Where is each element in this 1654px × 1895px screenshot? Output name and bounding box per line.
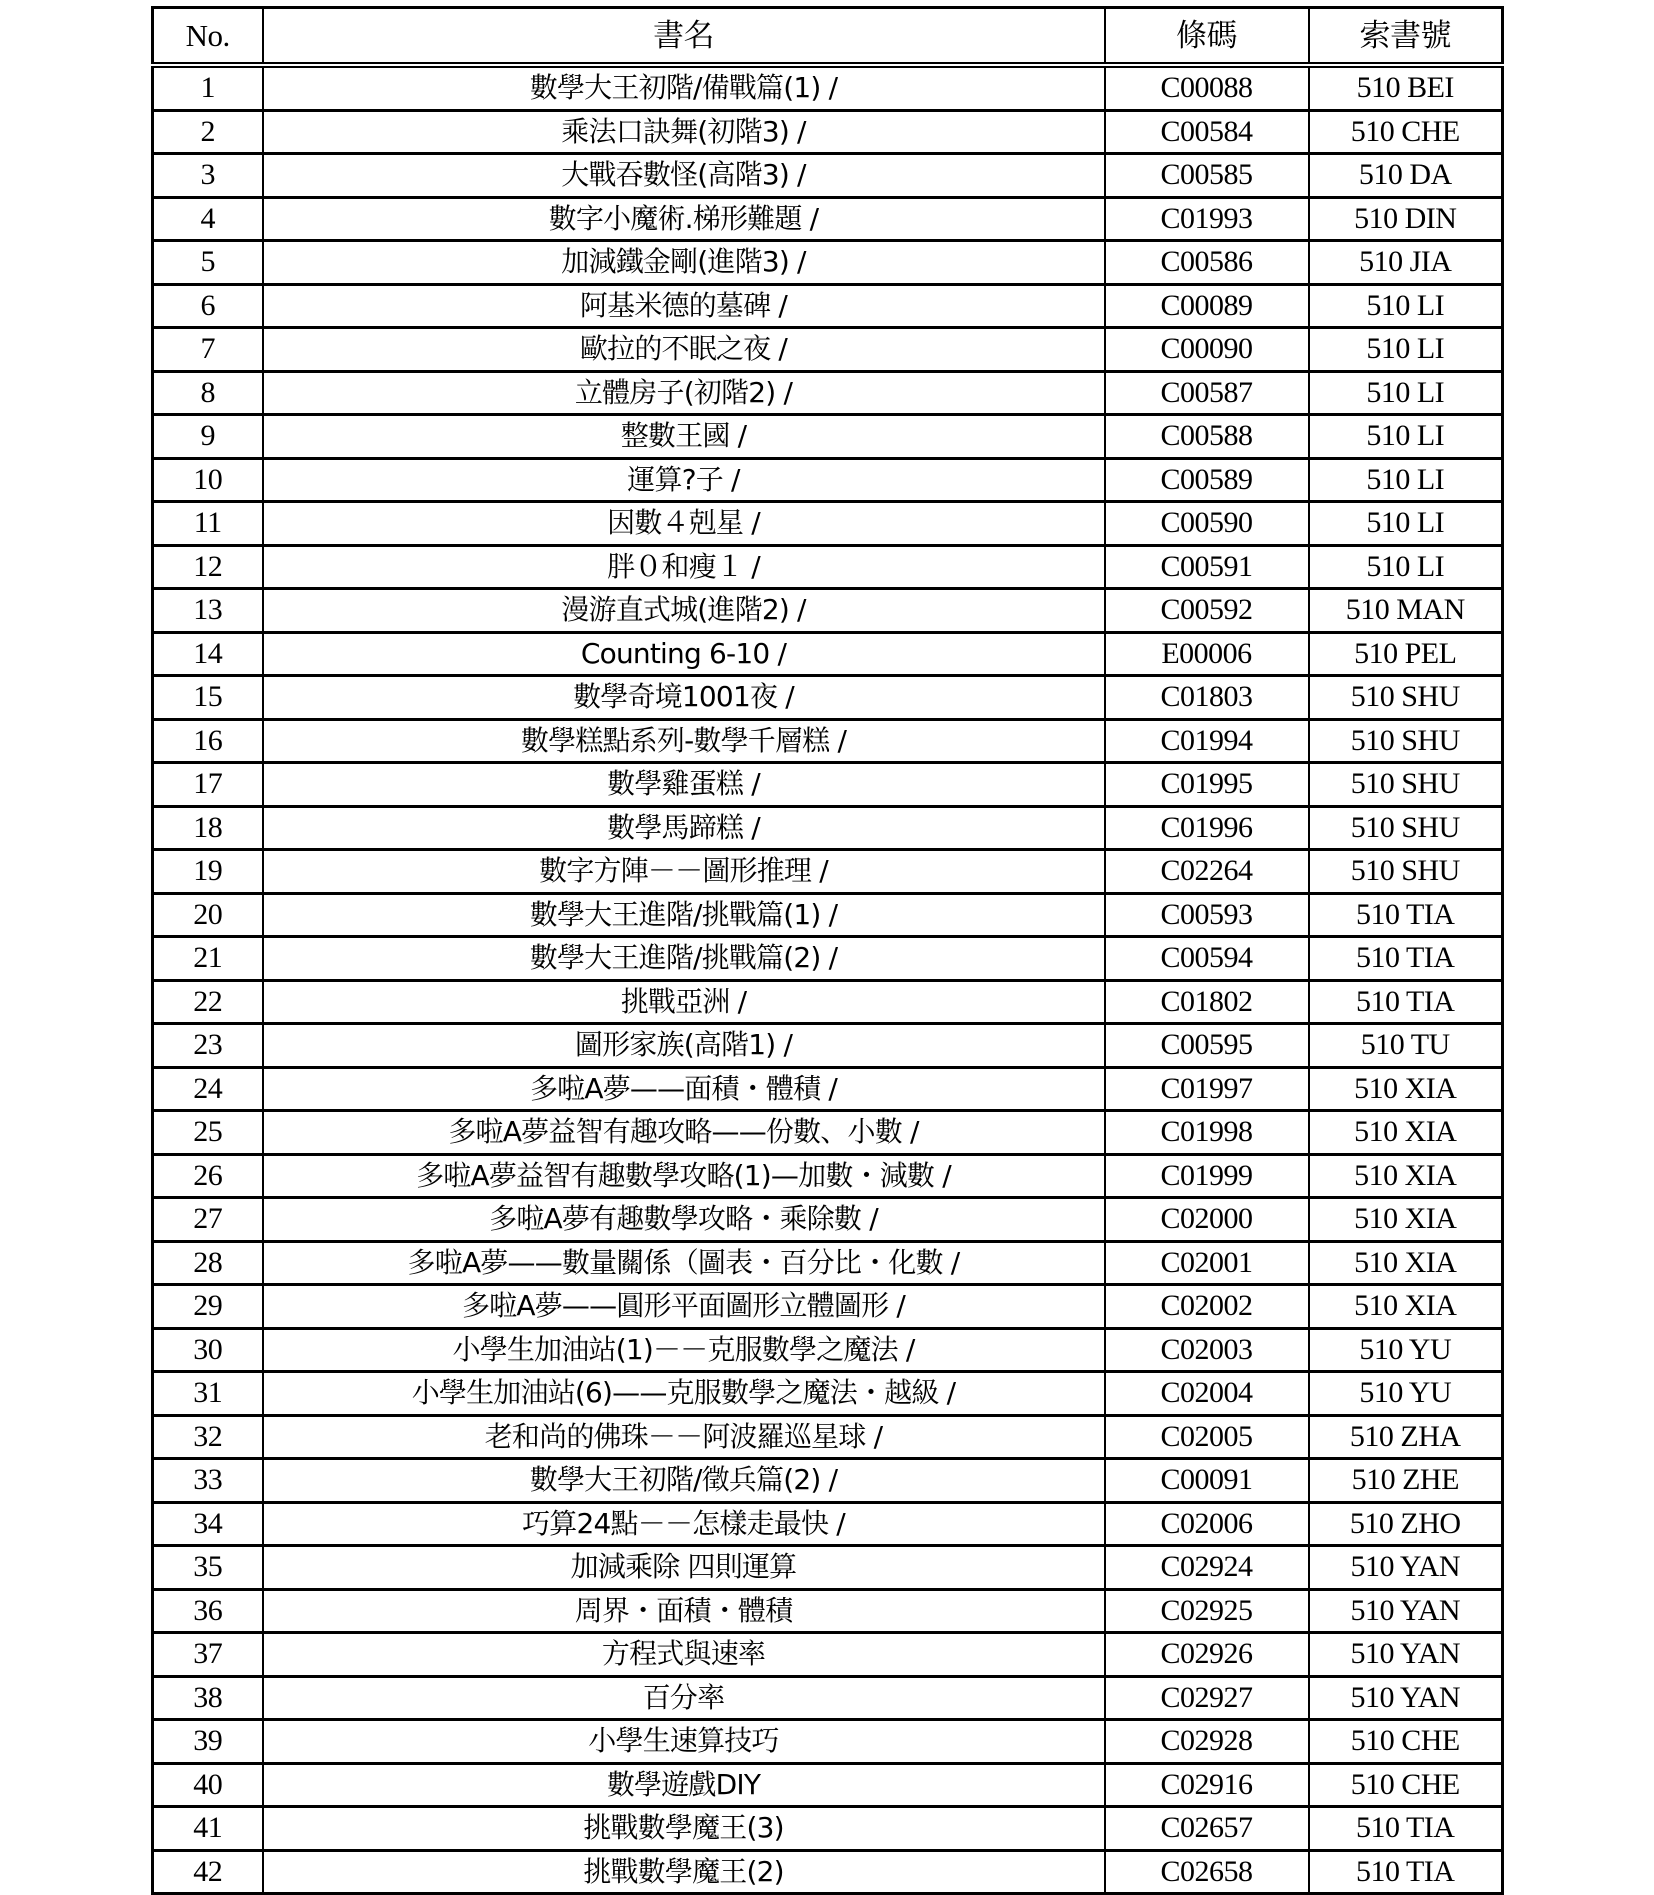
cell-title: 立體房子(初階2) / bbox=[263, 371, 1105, 415]
cell-no: 29 bbox=[153, 1285, 263, 1329]
cell-barcode: C02264 bbox=[1105, 850, 1309, 894]
cell-call-number: 510 LI bbox=[1309, 458, 1503, 502]
cell-title: 阿基米德的墓碑 / bbox=[263, 284, 1105, 328]
cell-no: 14 bbox=[153, 632, 263, 676]
cell-call-number: 510 XIA bbox=[1309, 1154, 1503, 1198]
cell-title: 巧算24點－－怎樣走最快 / bbox=[263, 1502, 1105, 1546]
table-row bbox=[153, 1024, 1503, 1068]
cell-no: 21 bbox=[153, 937, 263, 981]
cell-call-number: 510 LI bbox=[1309, 371, 1503, 415]
cell-barcode: C02003 bbox=[1105, 1328, 1309, 1372]
table-row bbox=[153, 284, 1503, 328]
cell-no: 28 bbox=[153, 1241, 263, 1285]
book-list-table bbox=[151, 6, 1504, 1895]
cell-no: 24 bbox=[153, 1067, 263, 1111]
cell-title: 漫游直式城(進階2) / bbox=[263, 589, 1105, 633]
cell-call-number: 510 SHU bbox=[1309, 850, 1503, 894]
cell-call-number: 510 TIA bbox=[1309, 893, 1503, 937]
cell-title: 小學生加油站(6)——克服數學之魔法・越級 / bbox=[263, 1372, 1105, 1416]
cell-title: 多啦A夢——面積・體積 / bbox=[263, 1067, 1105, 1111]
cell-title: 挑戰亞洲 / bbox=[263, 980, 1105, 1024]
table-row bbox=[153, 719, 1503, 763]
cell-barcode: C02004 bbox=[1105, 1372, 1309, 1416]
cell-call-number: 510 YAN bbox=[1309, 1589, 1503, 1633]
cell-barcode: C01998 bbox=[1105, 1111, 1309, 1155]
table-header-row bbox=[153, 8, 1503, 66]
cell-barcode: C00088 bbox=[1105, 65, 1309, 110]
table-row bbox=[153, 1241, 1503, 1285]
cell-title: 胖０和瘦１ / bbox=[263, 545, 1105, 589]
cell-title: 大戰吞數怪(高階3) / bbox=[263, 154, 1105, 198]
cell-call-number: 510 TIA bbox=[1309, 937, 1503, 981]
cell-no: 33 bbox=[153, 1459, 263, 1503]
cell-no: 1 bbox=[153, 65, 263, 110]
cell-barcode: C02926 bbox=[1105, 1633, 1309, 1677]
cell-call-number: 510 XIA bbox=[1309, 1067, 1503, 1111]
cell-no: 38 bbox=[153, 1676, 263, 1720]
cell-call-number: 510 SHU bbox=[1309, 763, 1503, 807]
cell-barcode: C00586 bbox=[1105, 241, 1309, 285]
table-row bbox=[153, 1111, 1503, 1155]
cell-title: 運算?子 / bbox=[263, 458, 1105, 502]
cell-no: 8 bbox=[153, 371, 263, 415]
cell-no: 2 bbox=[153, 110, 263, 154]
cell-call-number: 510 SHU bbox=[1309, 719, 1503, 763]
cell-title: 周界・面積・體積 bbox=[263, 1589, 1105, 1633]
cell-call-number: 510 DA bbox=[1309, 154, 1503, 198]
cell-no: 19 bbox=[153, 850, 263, 894]
cell-title: 多啦A夢益智有趣數學攻略(1)—加數・減數 / bbox=[263, 1154, 1105, 1198]
cell-title: 數學大王進階/挑戰篇(1) / bbox=[263, 893, 1105, 937]
cell-call-number: 510 ZHA bbox=[1309, 1415, 1503, 1459]
table-row bbox=[153, 458, 1503, 502]
cell-barcode: C00591 bbox=[1105, 545, 1309, 589]
cell-title: 數字小魔術.梯形難題 / bbox=[263, 197, 1105, 241]
table-row bbox=[153, 371, 1503, 415]
cell-title: 數學大王初階/徵兵篇(2) / bbox=[263, 1459, 1105, 1503]
cell-title: 數學雞蛋糕 / bbox=[263, 763, 1105, 807]
cell-barcode: C00091 bbox=[1105, 1459, 1309, 1503]
table-row bbox=[153, 589, 1503, 633]
cell-call-number: 510 DIN bbox=[1309, 197, 1503, 241]
cell-call-number: 510 CHE bbox=[1309, 1720, 1503, 1764]
cell-title: 數字方陣－－圖形推理 / bbox=[263, 850, 1105, 894]
cell-barcode: C00587 bbox=[1105, 371, 1309, 415]
cell-call-number: 510 BEI bbox=[1309, 65, 1503, 110]
cell-barcode: C01803 bbox=[1105, 676, 1309, 720]
table-row bbox=[153, 1633, 1503, 1677]
cell-title: 多啦A夢——數量關係（圖表・百分比・化數 / bbox=[263, 1241, 1105, 1285]
cell-call-number: 510 XIA bbox=[1309, 1198, 1503, 1242]
table-row bbox=[153, 980, 1503, 1024]
cell-no: 10 bbox=[153, 458, 263, 502]
cell-call-number: 510 XIA bbox=[1309, 1111, 1503, 1155]
cell-barcode: C02002 bbox=[1105, 1285, 1309, 1329]
cell-call-number: 510 SHU bbox=[1309, 806, 1503, 850]
cell-barcode: C02924 bbox=[1105, 1546, 1309, 1590]
cell-title: 多啦A夢——圓形平面圖形立體圖形 / bbox=[263, 1285, 1105, 1329]
cell-barcode: C02005 bbox=[1105, 1415, 1309, 1459]
cell-title: 數學馬蹄糕 / bbox=[263, 806, 1105, 850]
cell-barcode: C01802 bbox=[1105, 980, 1309, 1024]
table-row bbox=[153, 893, 1503, 937]
table-body bbox=[153, 65, 1503, 1894]
cell-title: 多啦A夢益智有趣攻略——份數、小數 / bbox=[263, 1111, 1105, 1155]
cell-no: 16 bbox=[153, 719, 263, 763]
cell-no: 27 bbox=[153, 1198, 263, 1242]
cell-no: 22 bbox=[153, 980, 263, 1024]
cell-barcode: C01993 bbox=[1105, 197, 1309, 241]
cell-title: 加減乘除 四則運算 bbox=[263, 1546, 1105, 1590]
cell-call-number: 510 LI bbox=[1309, 328, 1503, 372]
cell-barcode: C00594 bbox=[1105, 937, 1309, 981]
cell-title: 挑戰數學魔王(3) bbox=[263, 1807, 1105, 1851]
header-barcode: 條碼 bbox=[1105, 8, 1309, 66]
table-row bbox=[153, 1154, 1503, 1198]
table-row bbox=[153, 197, 1503, 241]
cell-barcode: C00584 bbox=[1105, 110, 1309, 154]
table-row bbox=[153, 1372, 1503, 1416]
cell-call-number: 510 XIA bbox=[1309, 1285, 1503, 1329]
cell-no: 37 bbox=[153, 1633, 263, 1677]
cell-barcode: C01995 bbox=[1105, 763, 1309, 807]
cell-barcode: C02001 bbox=[1105, 1241, 1309, 1285]
table-row bbox=[153, 1850, 1503, 1894]
cell-call-number: 510 ZHO bbox=[1309, 1502, 1503, 1546]
table-row bbox=[153, 1763, 1503, 1807]
cell-title: 加減鐵金剛(進階3) / bbox=[263, 241, 1105, 285]
cell-call-number: 510 YAN bbox=[1309, 1676, 1503, 1720]
cell-barcode: C00089 bbox=[1105, 284, 1309, 328]
cell-call-number: 510 YAN bbox=[1309, 1633, 1503, 1677]
cell-no: 7 bbox=[153, 328, 263, 372]
header-call-number: 索書號 bbox=[1309, 8, 1503, 66]
cell-title: 歐拉的不眠之夜 / bbox=[263, 328, 1105, 372]
cell-barcode: C00593 bbox=[1105, 893, 1309, 937]
cell-barcode: C02916 bbox=[1105, 1763, 1309, 1807]
cell-call-number: 510 CHE bbox=[1309, 1763, 1503, 1807]
header-no: No. bbox=[153, 8, 263, 66]
cell-call-number: 510 JIA bbox=[1309, 241, 1503, 285]
cell-title: 百分率 bbox=[263, 1676, 1105, 1720]
table-row bbox=[153, 1415, 1503, 1459]
table-row bbox=[153, 806, 1503, 850]
cell-call-number: 510 LI bbox=[1309, 502, 1503, 546]
cell-call-number: 510 LI bbox=[1309, 284, 1503, 328]
table-row bbox=[153, 1676, 1503, 1720]
table-row bbox=[153, 632, 1503, 676]
table-row bbox=[153, 328, 1503, 372]
cell-no: 6 bbox=[153, 284, 263, 328]
cell-barcode: C00592 bbox=[1105, 589, 1309, 633]
cell-no: 3 bbox=[153, 154, 263, 198]
cell-no: 17 bbox=[153, 763, 263, 807]
table-row bbox=[153, 1285, 1503, 1329]
header-title: 書名 bbox=[263, 8, 1105, 66]
table-row bbox=[153, 502, 1503, 546]
table-row bbox=[153, 1328, 1503, 1372]
cell-title: 數學遊戲DIY bbox=[263, 1763, 1105, 1807]
cell-no: 34 bbox=[153, 1502, 263, 1546]
cell-no: 31 bbox=[153, 1372, 263, 1416]
cell-title: 數學大王初階/備戰篇(1) / bbox=[263, 65, 1105, 110]
cell-no: 35 bbox=[153, 1546, 263, 1590]
cell-no: 4 bbox=[153, 197, 263, 241]
cell-call-number: 510 XIA bbox=[1309, 1241, 1503, 1285]
cell-no: 41 bbox=[153, 1807, 263, 1851]
cell-barcode: C01996 bbox=[1105, 806, 1309, 850]
cell-no: 9 bbox=[153, 415, 263, 459]
cell-barcode: C02927 bbox=[1105, 1676, 1309, 1720]
cell-barcode: C01999 bbox=[1105, 1154, 1309, 1198]
cell-call-number: 510 YU bbox=[1309, 1372, 1503, 1416]
cell-call-number: 510 SHU bbox=[1309, 676, 1503, 720]
cell-title: 圖形家族(高階1) / bbox=[263, 1024, 1105, 1068]
cell-no: 39 bbox=[153, 1720, 263, 1764]
cell-no: 40 bbox=[153, 1763, 263, 1807]
table-row bbox=[153, 1459, 1503, 1503]
cell-barcode: C02925 bbox=[1105, 1589, 1309, 1633]
cell-no: 5 bbox=[153, 241, 263, 285]
cell-call-number: 510 LI bbox=[1309, 545, 1503, 589]
table-row bbox=[153, 545, 1503, 589]
cell-no: 30 bbox=[153, 1328, 263, 1372]
cell-title: 挑戰數學魔王(2) bbox=[263, 1850, 1105, 1894]
cell-call-number: 510 TIA bbox=[1309, 980, 1503, 1024]
cell-title: 數學大王進階/挑戰篇(2) / bbox=[263, 937, 1105, 981]
table-row bbox=[153, 110, 1503, 154]
cell-call-number: 510 CHE bbox=[1309, 110, 1503, 154]
cell-call-number: 510 ZHE bbox=[1309, 1459, 1503, 1503]
table-row bbox=[153, 1589, 1503, 1633]
cell-call-number: 510 LI bbox=[1309, 415, 1503, 459]
cell-no: 18 bbox=[153, 806, 263, 850]
cell-no: 23 bbox=[153, 1024, 263, 1068]
cell-call-number: 510 MAN bbox=[1309, 589, 1503, 633]
cell-no: 26 bbox=[153, 1154, 263, 1198]
cell-barcode: C02658 bbox=[1105, 1850, 1309, 1894]
table-row bbox=[153, 241, 1503, 285]
table-row bbox=[153, 1807, 1503, 1851]
cell-no: 25 bbox=[153, 1111, 263, 1155]
table-row bbox=[153, 763, 1503, 807]
cell-barcode: C02006 bbox=[1105, 1502, 1309, 1546]
cell-call-number: 510 TIA bbox=[1309, 1807, 1503, 1851]
table-row bbox=[153, 1546, 1503, 1590]
table-row bbox=[153, 1067, 1503, 1111]
cell-barcode: C00585 bbox=[1105, 154, 1309, 198]
cell-barcode: C00090 bbox=[1105, 328, 1309, 372]
cell-title: 多啦A夢有趣數學攻略・乘除數 / bbox=[263, 1198, 1105, 1242]
cell-no: 13 bbox=[153, 589, 263, 633]
cell-no: 42 bbox=[153, 1850, 263, 1894]
table-row bbox=[153, 676, 1503, 720]
cell-title: 因數４剋星 / bbox=[263, 502, 1105, 546]
cell-barcode: C01994 bbox=[1105, 719, 1309, 763]
cell-no: 11 bbox=[153, 502, 263, 546]
cell-no: 20 bbox=[153, 893, 263, 937]
cell-no: 32 bbox=[153, 1415, 263, 1459]
cell-title: Counting 6-10 / bbox=[263, 632, 1105, 676]
cell-barcode: C00588 bbox=[1105, 415, 1309, 459]
cell-title: 老和尚的佛珠－－阿波羅巡星球 / bbox=[263, 1415, 1105, 1459]
table-row bbox=[153, 154, 1503, 198]
cell-barcode: E00006 bbox=[1105, 632, 1309, 676]
cell-no: 12 bbox=[153, 545, 263, 589]
table-row bbox=[153, 1198, 1503, 1242]
cell-barcode: C02000 bbox=[1105, 1198, 1309, 1242]
cell-barcode: C02928 bbox=[1105, 1720, 1309, 1764]
cell-barcode: C00590 bbox=[1105, 502, 1309, 546]
table-row bbox=[153, 937, 1503, 981]
cell-title: 方程式與速率 bbox=[263, 1633, 1105, 1677]
cell-title: 數學奇境1001夜 / bbox=[263, 676, 1105, 720]
cell-title: 小學生加油站(1)－－克服數學之魔法 / bbox=[263, 1328, 1105, 1372]
book-list-sheet bbox=[151, 6, 1501, 1895]
table-row bbox=[153, 415, 1503, 459]
cell-call-number: 510 TIA bbox=[1309, 1850, 1503, 1894]
cell-barcode: C02657 bbox=[1105, 1807, 1309, 1851]
cell-title: 小學生速算技巧 bbox=[263, 1720, 1105, 1764]
cell-barcode: C01997 bbox=[1105, 1067, 1309, 1111]
table-row bbox=[153, 65, 1503, 110]
table-row bbox=[153, 1720, 1503, 1764]
cell-call-number: 510 PEL bbox=[1309, 632, 1503, 676]
cell-call-number: 510 YAN bbox=[1309, 1546, 1503, 1590]
cell-title: 整數王國 / bbox=[263, 415, 1105, 459]
cell-no: 15 bbox=[153, 676, 263, 720]
cell-call-number: 510 TU bbox=[1309, 1024, 1503, 1068]
cell-title: 數學糕點系列-數學千層糕 / bbox=[263, 719, 1105, 763]
cell-call-number: 510 YU bbox=[1309, 1328, 1503, 1372]
cell-title: 乘法口訣舞(初階3) / bbox=[263, 110, 1105, 154]
cell-barcode: C00589 bbox=[1105, 458, 1309, 502]
table-row bbox=[153, 1502, 1503, 1546]
cell-barcode: C00595 bbox=[1105, 1024, 1309, 1068]
cell-no: 36 bbox=[153, 1589, 263, 1633]
table-row bbox=[153, 850, 1503, 894]
